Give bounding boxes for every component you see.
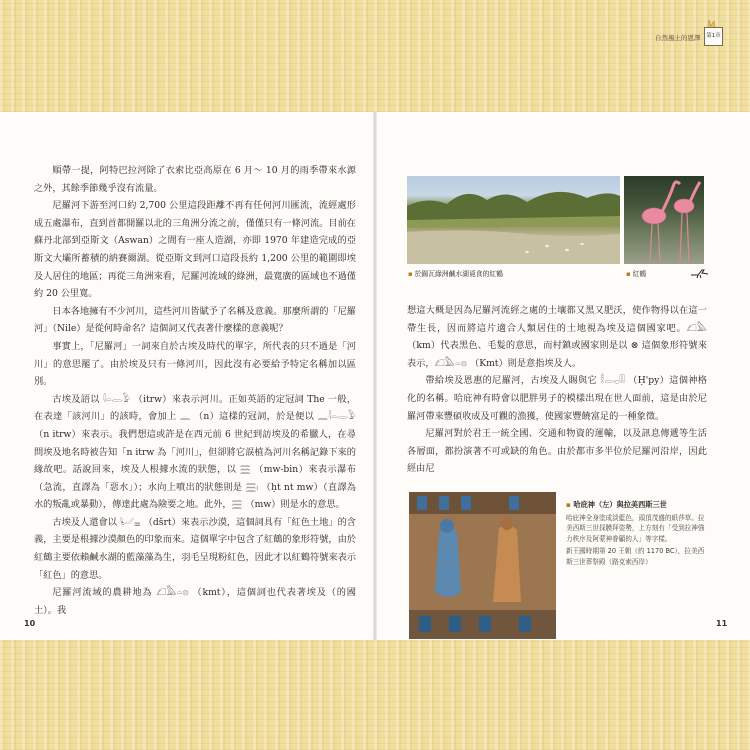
papyrus-bottom-band: [0, 640, 750, 750]
paragraph: 古埃及語以 𓇋𓏏𓂋𓅱 （itrw）來表示河川。正如英語的定冠詞 The 一般，在表達「該河川」的該時，會加上 𓈖 （n）這樣的冠詞，於是便以 𓈖𓇋𓏏𓂋𓅱 （n itrw）來表示。我們想這或許是在西元前 6 世紀到訪埃及的希臘人，在尋問埃及地名時被告知「n itrw 為「河川」，但卻將它誤植為河川名稱記錄下來的緣故吧。話說回來，埃及人根據水流的狀態，以 𓈗 （mw-bin）來表示瀑布（急流，直譯為「惡水」）；水向上噴出的狀態則是 𓈗𓏤 （ḥt nt mw）（直譯為水的叛亂或暴動），傳達此處為險要之地。此外，𓈗 （mw）則是水的意思。: [34, 393, 356, 511]
paragraph: 帶給埃及恩惠的尼羅河，古埃及人賜與它 𓎛𓂋𓊪𓇌 （Ḥ'py）這個神格化的名稱。哈庇神有時會以肥胖男子的模樣出現在世人面前，這是由於尼羅河帶來豐碩收成及可觀的漁獲，使國家豐饒富足的一種象徵。: [407, 375, 707, 422]
hapi-relief-photo: [409, 492, 556, 639]
paragraph: 順帶一提，阿特巴拉河除了衣索比亞高原在 6 月～ 10 月的雨季帶來水源之外，其餘季節幾乎沒有流量。: [34, 165, 356, 194]
page-number-left: 10: [24, 619, 36, 628]
bullet-icon: ▪: [626, 270, 631, 278]
left-column: [34, 162, 356, 619]
running-head: 自然風土的恩澤: [655, 34, 701, 42]
paragraph: 事實上，「尼羅河」一詞來自於古埃及時代的單字，所代表的只不過是「河川」的意思罷了。由於埃及只有一條河川，因此沒有必要給予特定名稱加以區別。: [34, 340, 356, 388]
flamingo-photo: [624, 176, 704, 264]
paragraph: 想這大概是因為尼羅河流經之處的土壤都又黑又肥沃，使作物得以在這一帶生長，因而將這片適合人類居住的土地視為埃及這個國家吧。𓆎𓅓 （km）代表黑色、毛髮的意思，而村鎮或國家則是以 ⊗ 這個象形符號來表示，𓆎𓅓𓏏𓊖 （Kmt）則是意指埃及人。: [407, 305, 707, 369]
paragraph: 尼羅河對於君王一統全國、交通和物資的運輸，以及訊息傳遞等生活各層面，都扮演著不可或缺的角色。由於都市多半位於尼羅河沿岸，因此經由尼: [407, 428, 707, 475]
chapter-badge: 第1章: [704, 27, 723, 46]
page-number-right: 11: [716, 619, 728, 628]
flamingo-hieroglyph-icon: [690, 267, 710, 279]
sidebar-caption: [566, 500, 710, 568]
page-gutter: [373, 112, 377, 640]
caption-title: ▪ 哈庇神（左）與拉美西斯三世: [566, 500, 667, 509]
papyrus-top-band: [0, 0, 750, 112]
oasis-flamingo-photo: [407, 176, 620, 264]
paragraph: 尼羅河流域的農耕地為 𓆎𓅓𓏏𓊖 （kmt），這個詞也代表著埃及（的國土）。我: [34, 587, 356, 616]
right-column: [407, 302, 707, 478]
bullet-icon: ▪: [408, 270, 413, 278]
paragraph: 日本各地擁有不少河川，這些河川皆賦予了名稱及意義。那麼所謂的「尼羅河」（Nile）是從何時命名？這個詞又代表著什麼樣的意義呢？: [34, 305, 356, 335]
photo-caption: ▪ 於錫瓦綠洲鹹水湖覓食的紅鶴: [408, 270, 503, 278]
paragraph: 尼羅河下游至河口約 2,700 公里這段距離不再有任何河川匯流，流經處形成五處瀑布，直到首都開羅以北的三角洲分流之前，僅僅只有一條河流。目前在蘇丹北部到亞斯文（Aswan）之間有一座人造湖，亦即 1970 年建造完成的亞斯文大壩所蓄積的納賽爾湖。從亞斯文到河口這段長約 1,200 公里的範圍即埃及人居住的地區；再從三角洲來看，尼羅河流域的綠洲，最寬廣的區域也不過僅約 20 公里寬。: [34, 200, 356, 300]
caption-note: 新王國時期第 20 王朝（約 1170 BC），拉美西斯三世葬祭殿（路克索西岸）: [566, 547, 705, 566]
photo-caption: ▪ 紅鶴: [626, 270, 647, 278]
paragraph: 古埃及人還會以 𓂦𓈇 （dšrt）來表示沙漠，這個詞具有「紅色土地」的含義，主要是根據沙漠顏色的印象而來。這個單字中包含了紅鶴的象形符號，由於紅鶴主要依賴鹹水湖的藍藻藻為生，羽毛呈現粉紅色，因此才以紅鶴符號來表示「紅色」的意思。: [34, 516, 356, 581]
caption-body: 哈庇神全身塗成淡藍色，頭頂茂盛的紙莎草。拉美西斯三世採膜拜姿勢，上方刻有「受到拉神強力秩序及阿蒙神眷顧的人」等字樣。: [566, 513, 705, 543]
bullet-icon: ▪: [566, 500, 571, 509]
